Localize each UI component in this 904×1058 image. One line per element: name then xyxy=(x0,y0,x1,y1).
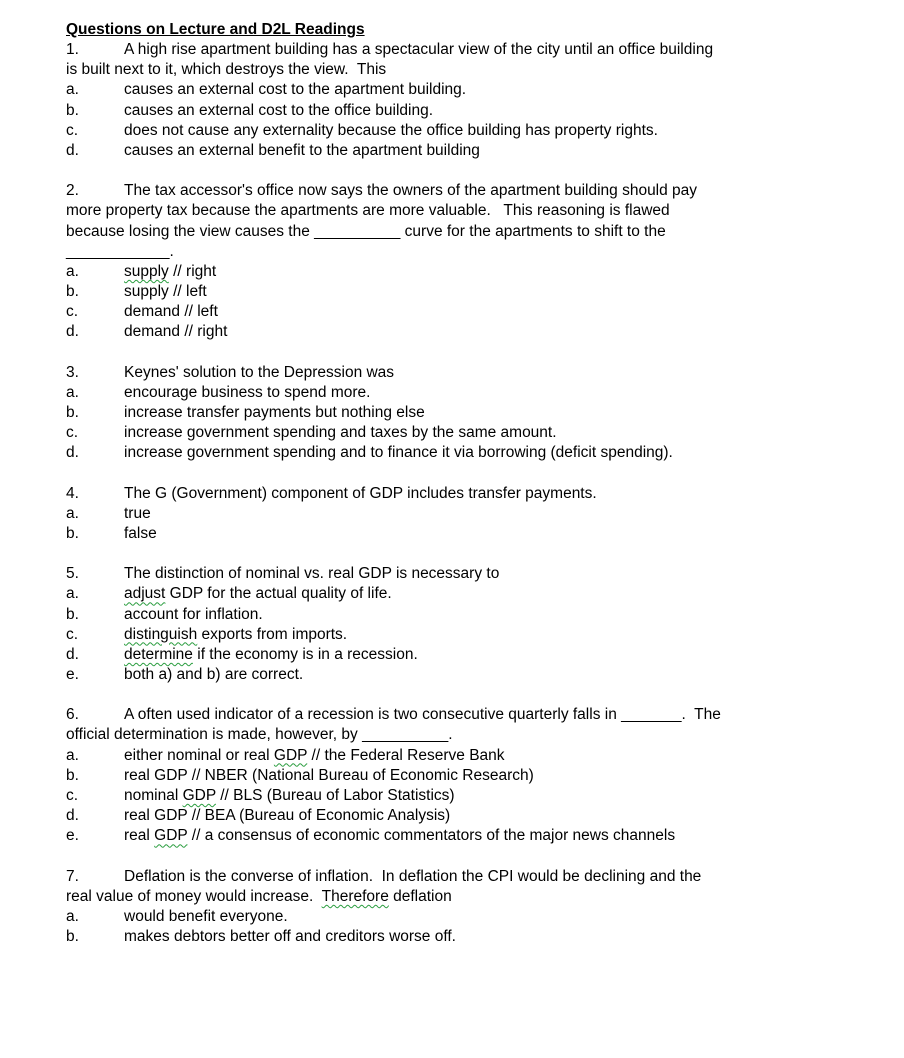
option-letter: d. xyxy=(66,141,79,159)
option-letter: a. xyxy=(66,504,79,522)
question-continuation-text xyxy=(66,60,386,80)
document-page xyxy=(66,20,846,947)
option-text-part: // the Federal Reserve Bank xyxy=(307,746,505,764)
option-text xyxy=(124,584,392,604)
answer-option xyxy=(66,101,846,121)
option-text-part: real xyxy=(124,827,155,845)
question-number: 3. xyxy=(66,363,79,381)
option-text: encourage business to spend more. xyxy=(124,383,371,401)
answer-option xyxy=(66,927,846,947)
question-text: The G (Government) component of GDP includes transfer payments. xyxy=(124,484,597,502)
blank-line xyxy=(66,847,846,867)
question-continuation-text xyxy=(66,242,174,262)
continuation-text: more property tax because the apartments are more valuable. This reasoning is flawed xyxy=(66,202,670,220)
option-text: increase transfer payments but nothing else xyxy=(124,404,425,421)
answer-option xyxy=(66,826,846,846)
option-text: causes an external cost to the office building. xyxy=(124,101,434,119)
option-text: real GDP // NBER (National Bureau of Economic Research) xyxy=(124,766,534,784)
question-continuation xyxy=(66,60,846,80)
option-text: both a) and b) are correct. xyxy=(124,666,304,684)
option-text: makes debtors better off and creditors worse off. xyxy=(124,928,456,946)
continuation-text: is built next to it, which destroys the view. This xyxy=(66,61,387,79)
answer-option xyxy=(66,504,846,524)
blank-line xyxy=(66,161,846,181)
option-text: supply // left xyxy=(124,283,207,301)
continuation-text: ____________. xyxy=(66,242,174,260)
option-letter: b. xyxy=(66,928,79,946)
option-letter: b. xyxy=(66,524,79,542)
spellcheck-word: GDP xyxy=(273,746,308,764)
question-number: 7. xyxy=(66,867,79,885)
blank-line xyxy=(66,464,846,484)
answer-option xyxy=(66,80,846,100)
option-letter: d. xyxy=(66,645,79,663)
option-text xyxy=(124,786,455,806)
spellcheck-word: GDP xyxy=(182,787,216,804)
option-text xyxy=(124,826,675,846)
option-letter: b. xyxy=(66,283,79,301)
option-text-part: nominal xyxy=(124,787,183,804)
option-text: demand // left xyxy=(124,303,218,321)
question-continuation-text xyxy=(66,201,670,221)
option-text: demand // right xyxy=(124,323,228,341)
answer-option xyxy=(66,302,846,322)
option-text-part: if the economy is in a recession. xyxy=(192,645,418,663)
option-text: would benefit everyone. xyxy=(124,907,288,925)
question-number: 5. xyxy=(66,565,79,583)
option-text-part: // a consensus of economic commentators of the major news channels xyxy=(187,827,676,845)
continuation-text: deflation xyxy=(388,887,452,905)
question-number: 4. xyxy=(66,484,79,502)
question-continuation xyxy=(66,242,846,262)
question-continuation-text xyxy=(66,222,666,242)
blank-line xyxy=(66,544,846,564)
question-block xyxy=(66,181,846,343)
option-text: real GDP // BEA (Bureau of Economic Analysis) xyxy=(124,807,451,825)
blank-line xyxy=(66,685,846,705)
option-letter: d. xyxy=(66,807,79,825)
answer-option xyxy=(66,605,846,625)
question-continuation-text xyxy=(66,887,452,907)
question-stem xyxy=(66,705,846,725)
option-text: causes an external cost to the apartment building. xyxy=(124,81,467,99)
question-number: 6. xyxy=(66,706,79,724)
option-text xyxy=(124,262,216,282)
option-text-part: // BLS (Bureau of Labor Statistics) xyxy=(215,787,455,804)
question-list xyxy=(66,40,846,947)
option-letter: a. xyxy=(66,907,79,925)
option-text xyxy=(124,625,347,645)
question-stem xyxy=(66,40,846,60)
answer-option xyxy=(66,383,846,403)
question-number: 2. xyxy=(66,182,79,200)
question-stem xyxy=(66,181,846,201)
answer-option xyxy=(66,645,846,665)
question-stem xyxy=(66,484,846,504)
option-letter: b. xyxy=(66,605,79,623)
answer-option xyxy=(66,121,846,141)
option-text-part: either nominal or real xyxy=(124,746,274,764)
spellcheck-word: determine xyxy=(124,645,193,663)
answer-option xyxy=(66,282,846,302)
answer-option xyxy=(66,141,846,161)
option-letter: e. xyxy=(66,666,79,684)
option-letter: e. xyxy=(66,827,79,845)
answer-option xyxy=(66,766,846,786)
option-text xyxy=(124,645,418,665)
option-text-part: exports from imports. xyxy=(197,625,348,643)
option-text: increase government spending and to finance it via borrowing (deficit spending). xyxy=(124,444,673,462)
spellcheck-word: Therefore xyxy=(321,887,389,905)
option-text: does not cause any externality because the office building has property rights. xyxy=(124,121,658,139)
continuation-text: official determination is made, however, by __________. xyxy=(66,726,453,744)
option-letter: d. xyxy=(66,444,79,462)
question-block xyxy=(66,705,846,846)
question-continuation xyxy=(66,725,846,745)
option-letter: c. xyxy=(66,303,79,321)
spellcheck-word: adjust xyxy=(124,585,166,603)
question-text: Deflation is the converse of inflation. In deflation the CPI would be declining and the xyxy=(124,867,702,885)
option-letter: b. xyxy=(66,766,79,784)
question-stem xyxy=(66,564,846,584)
question-block xyxy=(66,40,846,161)
option-letter: a. xyxy=(66,81,79,99)
option-text: false xyxy=(124,524,157,542)
question-continuation xyxy=(66,222,846,242)
option-text: increase government spending and taxes by the same amount. xyxy=(124,424,557,442)
option-text: account for inflation. xyxy=(124,605,263,623)
question-text: The distinction of nominal vs. real GDP is necessary to xyxy=(124,565,500,583)
option-letter: c. xyxy=(66,424,79,442)
spellcheck-word: GDP xyxy=(154,827,188,845)
answer-option xyxy=(66,322,846,342)
answer-option xyxy=(66,746,846,766)
answer-option xyxy=(66,262,846,282)
option-text: causes an external benefit to the apartment building xyxy=(124,141,480,159)
question-continuation-text xyxy=(66,725,453,745)
option-letter: a. xyxy=(66,262,79,280)
option-letter: a. xyxy=(66,585,79,603)
option-letter: c. xyxy=(66,787,79,804)
question-block xyxy=(66,363,846,464)
question-text: A high rise apartment building has a spectacular view of the city until an office building xyxy=(124,41,714,58)
question-number: 1. xyxy=(66,41,79,58)
question-stem xyxy=(66,363,846,383)
option-letter: a. xyxy=(66,383,79,401)
option-letter: b. xyxy=(66,404,79,421)
question-text: Keynes' solution to the Depression was xyxy=(124,363,395,381)
answer-option xyxy=(66,423,846,443)
answer-option xyxy=(66,524,846,544)
spellcheck-word: supply xyxy=(124,262,169,280)
answer-option xyxy=(66,907,846,927)
answer-option xyxy=(66,786,846,806)
question-block xyxy=(66,867,846,948)
document-title: Questions on Lecture and D2L Readings xyxy=(66,21,365,38)
option-letter: b. xyxy=(66,101,79,119)
option-text-part: GDP for the actual quality of life. xyxy=(165,585,392,603)
blank-line xyxy=(66,343,846,363)
question-block xyxy=(66,564,846,685)
answer-option xyxy=(66,443,846,463)
option-text: true xyxy=(124,504,151,522)
answer-option xyxy=(66,806,846,826)
question-stem xyxy=(66,867,846,887)
option-text xyxy=(124,746,505,766)
question-text: A often used indicator of a recession is two consecutive quarterly falls in _______. The xyxy=(124,706,721,724)
answer-option xyxy=(66,584,846,604)
answer-option xyxy=(66,403,846,423)
question-continuation xyxy=(66,887,846,907)
option-letter: c. xyxy=(66,121,79,139)
question-continuation xyxy=(66,201,846,221)
question-text: The tax accessor's office now says the owners of the apartment building should pay xyxy=(124,182,698,200)
option-letter: a. xyxy=(66,746,79,764)
answer-option xyxy=(66,665,846,685)
option-letter: c. xyxy=(66,625,79,643)
question-block xyxy=(66,484,846,545)
continuation-text: because losing the view causes the __________ curve for the apartments to shift to the xyxy=(66,222,666,240)
answer-option xyxy=(66,625,846,645)
option-text-part: // right xyxy=(168,262,217,280)
continuation-text: real value of money would increase. xyxy=(66,887,322,905)
spellcheck-word: distinguish xyxy=(124,625,198,643)
option-letter: d. xyxy=(66,323,79,341)
